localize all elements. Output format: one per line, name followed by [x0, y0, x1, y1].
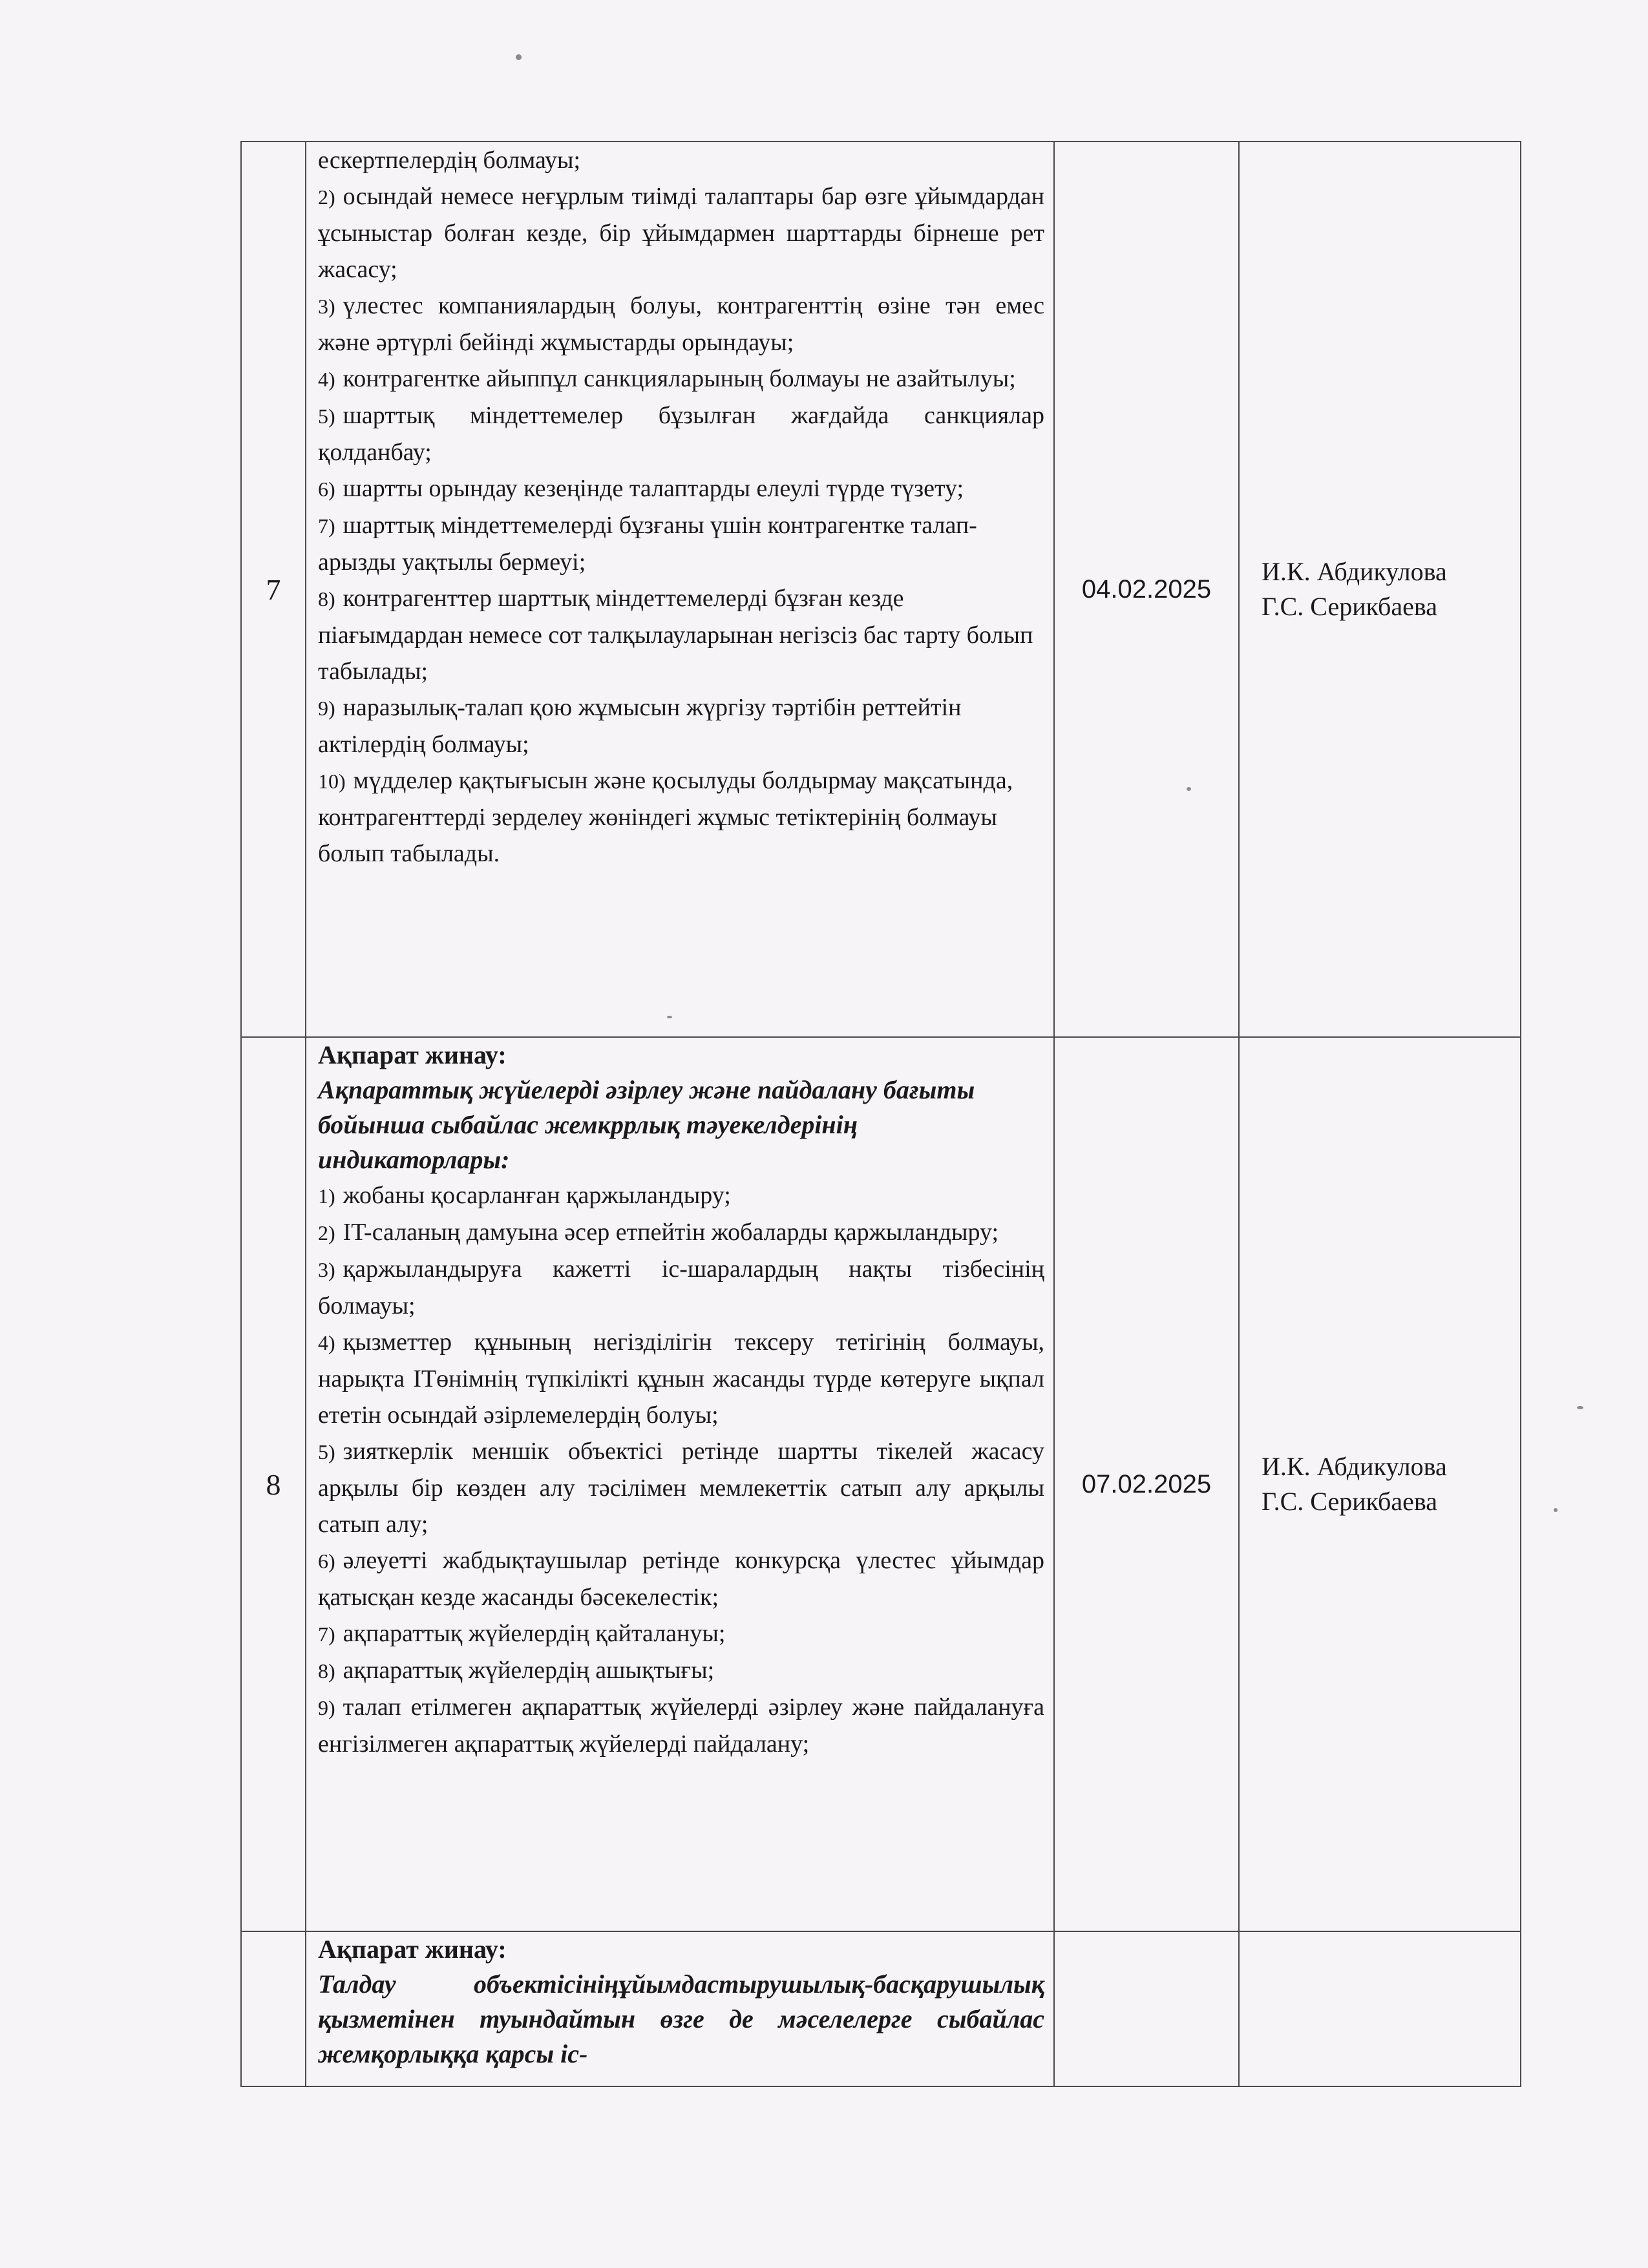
list-item: 4) контрагентке айыппұл санкцияларының болмауы не азайтылуы; — [318, 365, 1016, 392]
deadline-date: 04.02.2025 — [1054, 142, 1239, 1037]
deadline-date: 07.02.2025 — [1054, 1037, 1239, 1931]
section-subheading: Ақпараттық жүйелерді әзірлеу және пайдалану бағыты бойынша сыбайлас жемкррлық тәуекелдерінің индикаторлары: — [318, 1075, 975, 1174]
scan-speck — [1577, 1406, 1583, 1409]
list-item: 7) ақпараттық жүйелердің қайталануы; — [318, 1620, 726, 1647]
scan-speck — [1554, 1508, 1558, 1512]
list-item: 5) шарттық міндеттемелер бұзылған жағдайда санкциялар қолданбау; — [318, 402, 1044, 466]
responsible-name: Г.С. Серикбаева — [1262, 1487, 1438, 1516]
row-number — [241, 1931, 306, 2086]
scan-speck — [516, 54, 522, 60]
responsible-name: Г.С. Серикбаева — [1262, 592, 1438, 621]
responsible-persons — [1239, 1931, 1521, 2086]
measure-description — [306, 1931, 1054, 2086]
list-item: 9) талап етілмеген ақпараттық жүйелерді әзірлеу және пайдалануға енгізілмеген ақпараттық жүйелерді пайдалану; — [318, 1694, 1044, 1758]
row-number: 8 — [241, 1037, 306, 1931]
section-heading: Ақпарат жинау: — [318, 1040, 507, 1069]
list-item: 3) үлестес компаниялардың болуы, контрагенттің өзіне тән емес және әртүрлі бейінді жұмыстарды орындауы; — [318, 292, 1044, 356]
deadline-date — [1054, 1931, 1239, 2086]
list-item: 3) қаржыландыруға кажетті іс-шаралардың нақты тізбесінің болмауы; — [318, 1255, 1044, 1319]
table-row — [241, 1931, 1521, 2086]
list-item: 7) шарттық міндеттемелерді бұзғаны үшін контрагентке талап-арызды уақтылы бермеуі; — [318, 512, 977, 576]
measure-description — [306, 142, 1054, 1037]
section-subheading: Талдау объектісініңұйымдастырушылық-басқарушылық қызметінен туындайтын өзге де мәселелерге сыбайлас жемқорлыққа қарсы іс- — [318, 1969, 1044, 2068]
table-row — [241, 142, 1521, 1037]
list-item: 8) ақпараттық жүйелердің ашықтығы; — [318, 1657, 715, 1684]
list-item: 2) IT-саланың дамуына әсер етпейтін жобаларды қаржыландыру; — [318, 1219, 999, 1246]
list-item: 8) контрагенттер шарттық міндеттемелерді бұзған кезде піағымдардан немесе сот талқылауларынан негізсіз бас тарту болып табылады; — [318, 585, 1033, 685]
list-item: 6) әлеуетті жабдықтаушылар ретінде конкурсқа үлестес ұйымдар қатысқан кезде жасанды бәсекелестік; — [318, 1547, 1044, 1611]
measure-description — [306, 1037, 1054, 1931]
list-item: 1) жобаны қосарланған қаржыландыру; — [318, 1182, 731, 1209]
table-row — [241, 1037, 1521, 1931]
list-item: 10) мүдделер қақтығысын және қосылуды болдырмау мақсатында, контрагенттерді зерделеу жөніндегі жұмыс тетіктерінің болмауы болып табылады. — [318, 767, 1013, 867]
section-heading: Ақпарат жинау: — [318, 1935, 507, 1964]
responsible-persons — [1239, 1037, 1521, 1931]
measures-table — [240, 141, 1521, 2087]
list-item: 6) шартты орындау кезеңінде талаптарды елеулі түрде түзету; — [318, 475, 964, 502]
row-number: 7 — [241, 142, 306, 1037]
list-item: 5) зияткерлік меншік объектісі ретінде шартты тікелей жасасу арқылы бір көзден алу тәсілімен мемлекеттік сатып алу арқылы сатып алу; — [318, 1438, 1044, 1538]
continued-text: ескертпелердің болмауы; — [318, 147, 581, 174]
responsible-name: И.К. Абдикулова — [1262, 1452, 1447, 1481]
list-item: 2) осындай немесе неғұрлым тиімді талаптары бар өзге ұйымдардан ұсыныстар болған кезде, бір ұйымдармен шарттарды бірнеше рет жасасу; — [318, 183, 1044, 283]
list-item: 9) наразылық-талап қою жұмысын жүргізу тәртібін реттейтін актілердің болмауы; — [318, 694, 962, 758]
responsible-name: И.К. Абдикулова — [1262, 557, 1447, 586]
responsible-persons — [1239, 142, 1521, 1037]
list-item: 4) қызметтер құнының негізділігін тексеру тетігінің болмауы, нарықта ITөнімнің түпкілікті құнын жасанды түрде көтеруге ықпал ететін осындай әзірлемелердің болуы; — [318, 1328, 1044, 1429]
